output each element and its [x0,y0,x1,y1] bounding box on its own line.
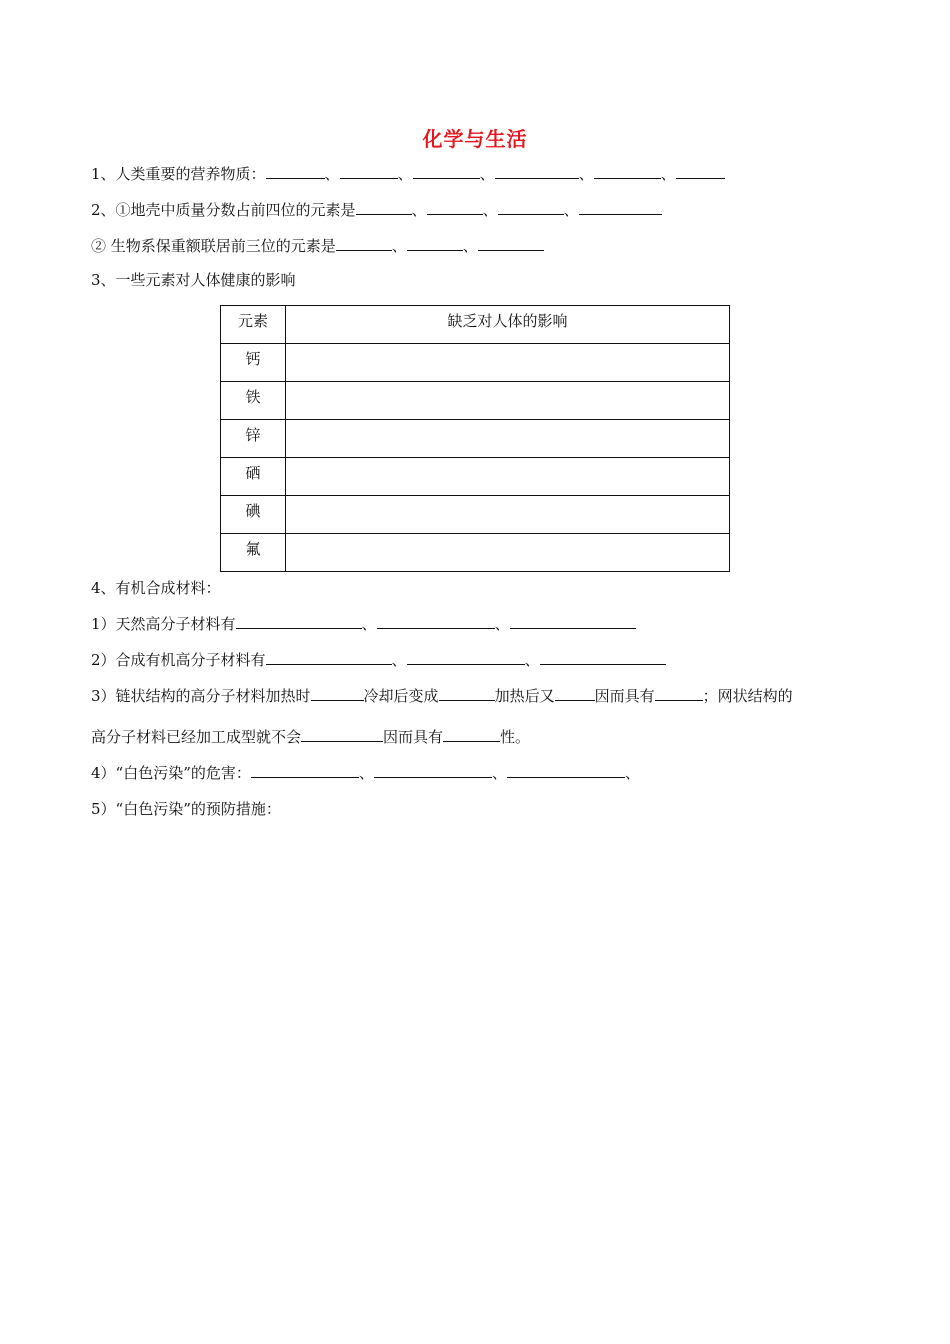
effect-cell[interactable] [286,496,730,534]
answer-blank[interactable] [478,236,544,251]
answer-blank[interactable] [407,650,525,665]
part-label: 4）“白色污染”的危害： [91,764,251,782]
answer-blank[interactable] [266,164,325,179]
question-4-part-3 [91,686,793,706]
separator: 、 [563,201,579,219]
part-label: 3）链状结构的高分子材料加热时 [91,687,311,705]
answer-blank[interactable] [407,236,463,251]
part-label: 2）合成有机高分子材料有 [91,651,266,669]
separator: 、 [482,201,498,219]
answer-blank[interactable] [374,763,492,778]
table-header-row [221,306,730,344]
inline-text: ；网状结构的 [702,687,793,705]
answer-blank[interactable] [495,164,579,179]
question-1 [91,164,725,184]
question-4 [91,578,221,598]
effect-cell[interactable] [286,534,730,572]
element-cell: 铁 [221,382,286,420]
answer-blank[interactable] [413,164,480,179]
answer-blank[interactable] [340,164,398,179]
column-header-effect: 缺乏对人体的影响 [286,306,730,344]
inline-text: 加热后又 [494,687,555,705]
separator: 、 [324,165,340,183]
effect-cell[interactable] [286,458,730,496]
inline-text: 冷却后变成 [363,687,439,705]
answer-blank[interactable] [443,727,500,742]
question-3-label: 3、一些元素对人体健康的影响 [91,271,296,289]
table-row [221,382,730,420]
element-cell: 碘 [221,496,286,534]
question-1-label: 1、人类重要的营养物质： [91,165,266,183]
question-2a-label: 2、①地壳中质量分数占前四位的元素是 [91,201,356,219]
separator: 、 [491,764,507,782]
answer-blank[interactable] [356,200,412,215]
separator: 、 [358,764,374,782]
question-2a [91,200,662,220]
answer-blank[interactable] [427,200,483,215]
answer-blank[interactable] [507,763,625,778]
answer-blank[interactable] [676,164,725,179]
question-4-part-5 [91,799,281,819]
question-4-part-1 [91,614,636,634]
part-label: 1）天然高分子材料有 [91,615,236,633]
table-row [221,420,730,458]
answer-blank[interactable] [311,686,364,701]
inline-text: 高分子材料已经加工成型就不会 [91,728,302,746]
question-4-part-4 [91,763,640,783]
separator: 、 [391,237,407,255]
element-health-table [220,305,730,572]
element-cell: 氟 [221,534,286,572]
answer-blank[interactable] [594,164,661,179]
separator: 、 [660,165,676,183]
separator: 、 [411,201,427,219]
effect-cell[interactable] [286,382,730,420]
answer-blank[interactable] [655,686,703,701]
question-4-part-2 [91,650,666,670]
question-2b-label: ② 生物系保重额联居前三位的元素是 [91,237,336,255]
table-row [221,496,730,534]
inline-text: 因而具有 [594,687,655,705]
separator: 、 [524,651,540,669]
element-cell: 钙 [221,344,286,382]
effect-cell[interactable] [286,344,730,382]
question-4-part-3-cont [91,727,530,747]
separator: 、 [462,237,478,255]
question-3 [91,270,296,290]
inline-text: 因而具有 [383,728,444,746]
element-cell: 锌 [221,420,286,458]
answer-blank[interactable] [555,686,595,701]
answer-blank[interactable] [510,614,636,629]
answer-blank[interactable] [377,614,495,629]
answer-blank[interactable] [579,200,662,215]
page-title: 化学与生活 [422,127,528,151]
question-2b [91,236,544,256]
separator: 、 [391,651,407,669]
part-label: 5）“白色污染”的预防措施： [91,800,281,818]
element-cell: 硒 [221,458,286,496]
inline-text: 性。 [500,728,531,746]
question-4-label: 4、有机合成材料： [91,579,221,597]
answer-blank[interactable] [301,727,383,742]
separator: 、 [624,764,640,782]
answer-blank[interactable] [540,650,666,665]
table-row [221,534,730,572]
table-row [221,458,730,496]
answer-blank[interactable] [439,686,495,701]
separator: 、 [397,165,413,183]
answer-blank[interactable] [266,650,392,665]
answer-blank[interactable] [251,763,359,778]
separator: 、 [479,165,495,183]
answer-blank[interactable] [498,200,564,215]
effect-cell[interactable] [286,420,730,458]
answer-blank[interactable] [236,614,362,629]
column-header-element: 元素 [221,306,286,344]
separator: 、 [361,615,377,633]
separator: 、 [578,165,594,183]
answer-blank[interactable] [336,236,392,251]
separator: 、 [494,615,510,633]
table-row [221,344,730,382]
